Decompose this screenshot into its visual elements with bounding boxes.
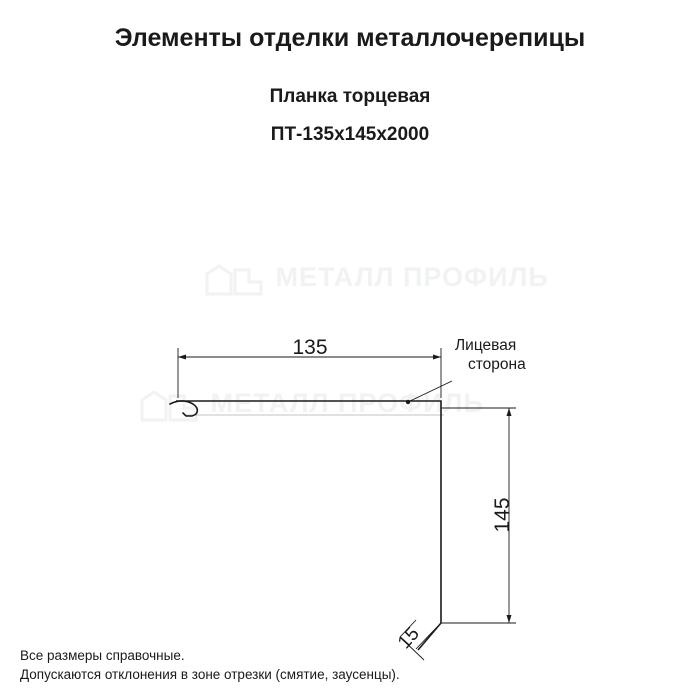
watermark-text: МЕТАЛЛ ПРОФИЛЬ xyxy=(275,262,549,292)
dimension-top-label: 135 xyxy=(292,336,328,359)
dimension-top xyxy=(178,336,441,398)
footer-note xyxy=(20,646,400,684)
callout-line-1: Лицевая xyxy=(455,337,517,354)
footer-line-2: Допускаются отклонения в зоне отрезки (смятие, заусенцы). xyxy=(20,667,400,682)
profile-outline xyxy=(170,401,444,650)
technical-drawing xyxy=(0,150,700,654)
page-title: Элементы отделки металлочерепицы xyxy=(114,24,586,52)
callout-front-side xyxy=(406,337,526,404)
footer-line-1: Все размеры справочные. xyxy=(20,648,185,663)
dimension-bottom-label: 15 xyxy=(394,623,424,654)
dimension-bottom xyxy=(394,620,437,660)
product-code: ПТ-135х145х2000 xyxy=(270,124,430,145)
dimension-right xyxy=(441,408,516,623)
product-name: Планка торцевая xyxy=(269,86,431,107)
callout-line-2: сторона xyxy=(468,356,526,373)
watermark-text: МЕТАЛЛ ПРОФИЛЬ xyxy=(210,388,484,418)
dimension-right-label: 145 xyxy=(491,497,514,533)
